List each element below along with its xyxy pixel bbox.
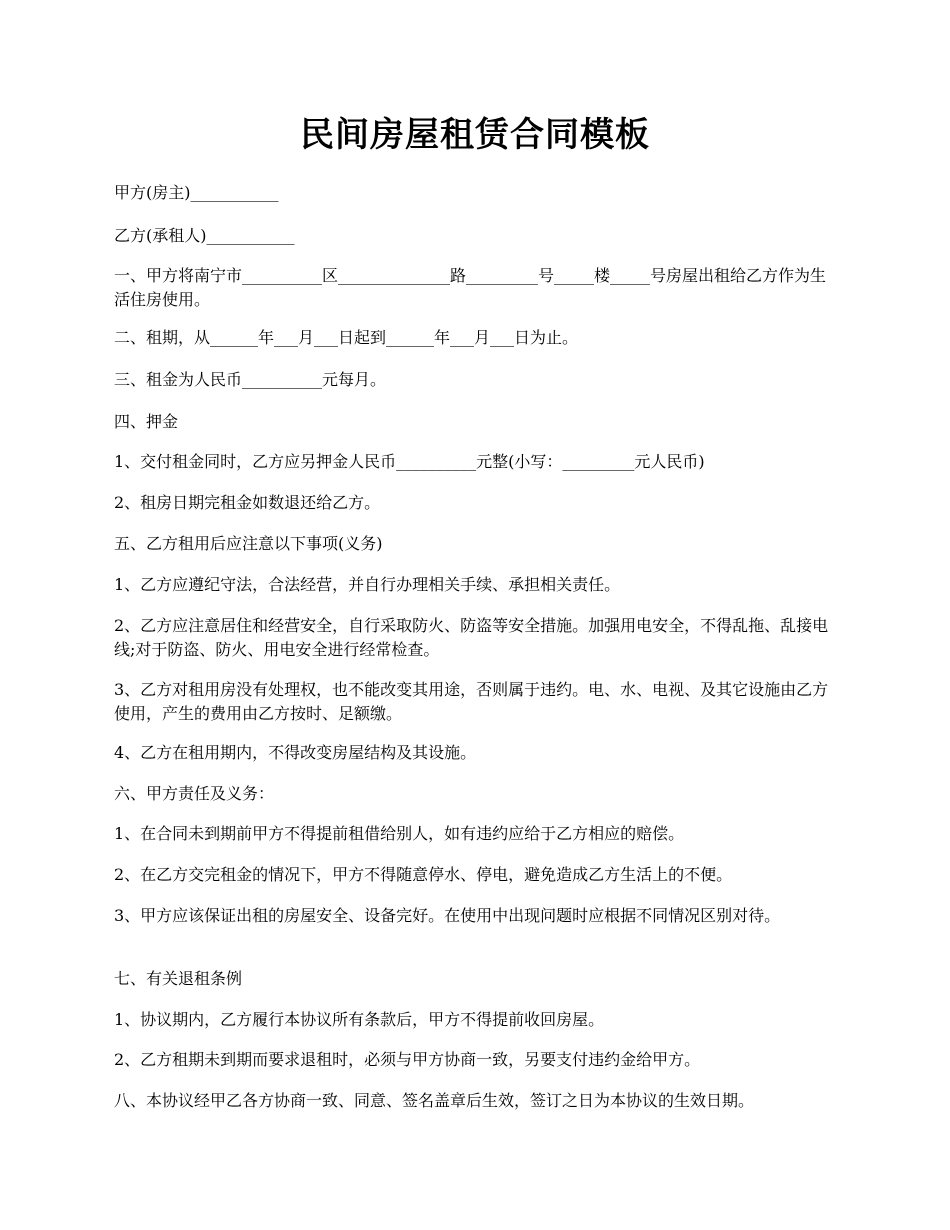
party-b-line: 乙方(承租人)___________: [114, 226, 295, 245]
clause-7-heading: 七、有关退租条例: [114, 969, 243, 988]
clause-4-heading: 四、押金: [114, 412, 179, 431]
clause-5-item-1: 1、乙方应遵纪守法，合法经营，并自行办理相关手续、承担相关责任。: [114, 575, 621, 594]
clause-8-effective: 八、本协议经甲乙各方协商一致、同意、签名盖章后生效，签订之日为本协议的生效日期。: [114, 1091, 755, 1110]
clause-5-item-2: 2、乙方应注意居住和经营安全，自行采取防火、防盗等安全措施。加强用电安全，不得乱拖、乱接电线;对于防盗、防火、用电安全进行经常检查。: [114, 616, 829, 659]
party-a-line: 甲方(房主)___________: [114, 183, 279, 202]
clause-7-item-1: 1、协议期内，乙方履行本协议所有条款后，甲方不得提前收回房屋。: [114, 1010, 605, 1029]
clause-3-rent: 三、租金为人民币__________元每月。: [114, 370, 387, 389]
clause-4-item-2: 2、租房日期完租金如数退还给乙方。: [114, 493, 381, 512]
clause-7-item-2: 2、乙方租期未到期而要求退租时，必须与甲方协商一致，另要支付违约金给甲方。: [114, 1050, 701, 1069]
clause-6-item-3: 3、甲方应该保证出租的房屋安全、设备完好。在使用中出现问题时应根据不同情况区别对待。: [114, 906, 781, 925]
clause-5-heading: 五、乙方租用后应注意以下事项(义务): [114, 534, 383, 553]
clause-6-heading: 六、甲方责任及义务：: [114, 784, 275, 803]
clause-1-premises: 一、甲方将南宁市__________区______________路_________号_____楼_____号房屋出租给乙方作为生活住房使用。: [114, 266, 827, 309]
clause-5-item-3: 3、乙方对租用房没有处理权，也不能改变其用途，否则属于违约。电、水、电视、及其它设施由乙方使用，产生的费用由乙方按时、足额缴。: [114, 680, 829, 723]
clause-6-item-2: 2、在乙方交完租金的情况下，甲方不得随意停水、停电，避免造成乙方生活上的不便。: [114, 865, 733, 884]
clause-6-item-1: 1、在合同未到期前甲方不得提前租借给别人，如有违约应给于乙方相应的赔偿。: [114, 824, 685, 843]
clause-5-item-4: 4、乙方在租用期内，不得改变房屋结构及其设施。: [114, 743, 477, 762]
page-title: 民间房屋租赁合同模板: [300, 115, 650, 155]
clause-4-item-1: 1、交付租金同时，乙方应另押金人民币__________元整(小写：_________元人民币): [114, 452, 705, 471]
clause-2-term: 二、租期，从______年___月___日起到______年___月___日为止。: [114, 328, 579, 347]
